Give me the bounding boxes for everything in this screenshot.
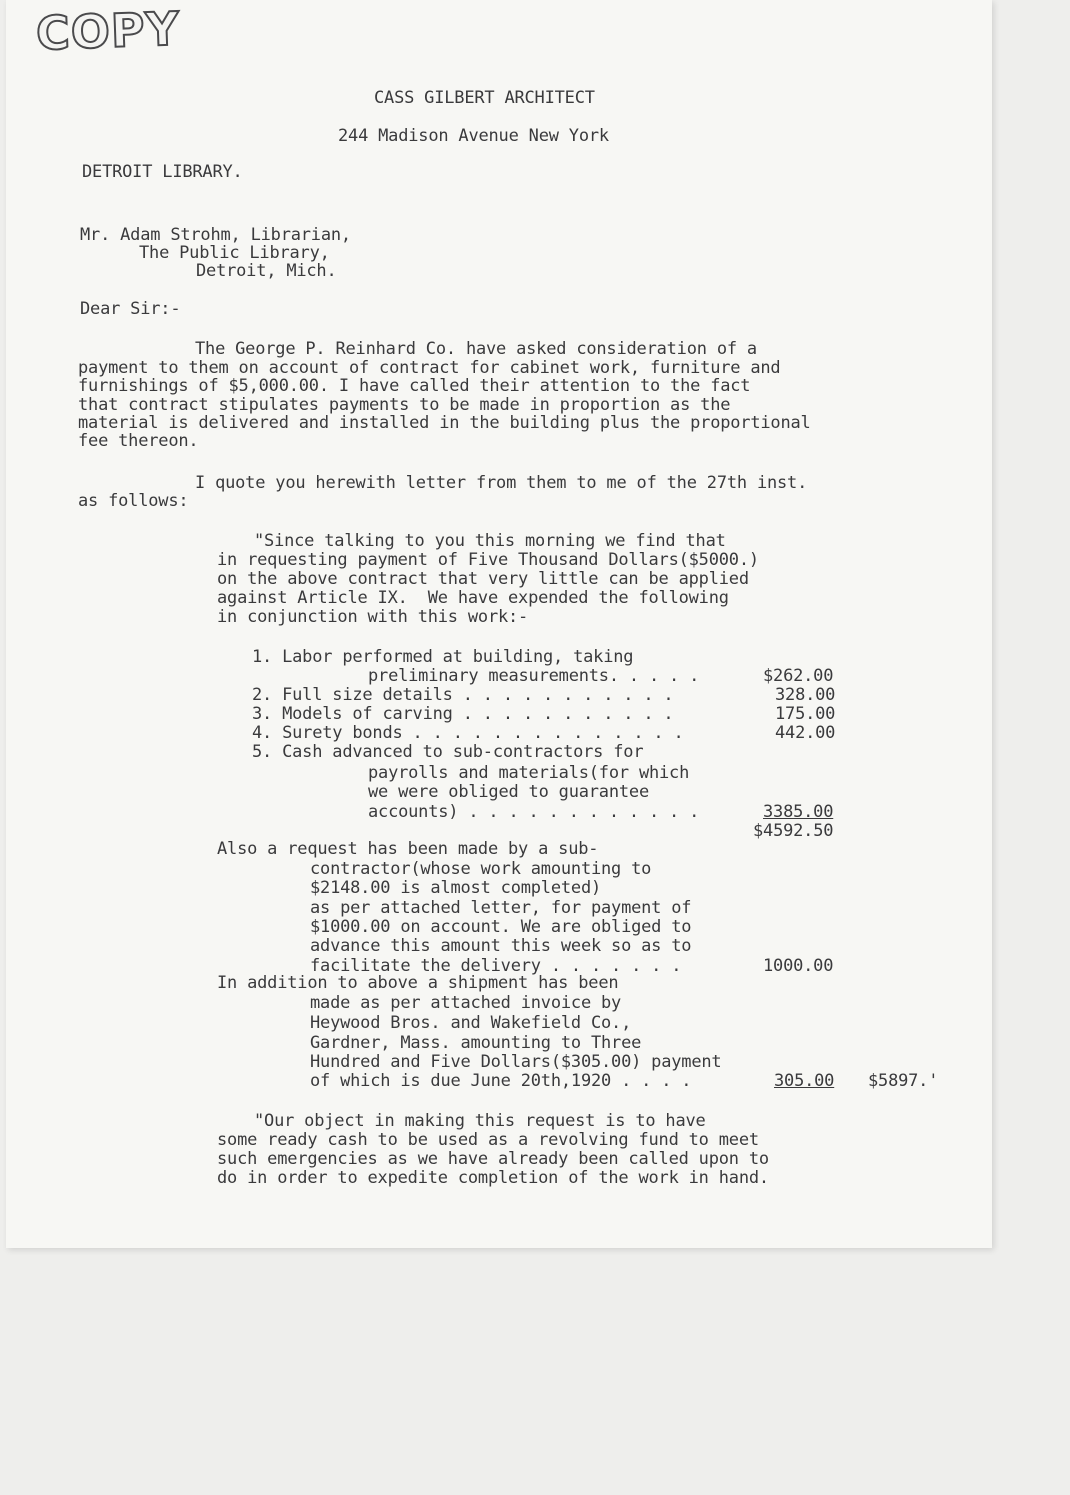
- letterhead-firm: CASS GILBERT ARCHITECT: [374, 88, 595, 108]
- expense-amount: 3385.00: [763, 802, 834, 822]
- text-line: "Our object in making this request is to have: [254, 1111, 706, 1131]
- expense-item: we were obliged to guarantee: [368, 782, 649, 802]
- expense-item: payrolls and materials(for which: [368, 763, 690, 783]
- text-line: as per attached letter, for payment of: [310, 898, 692, 918]
- expense-subtotal: $4592.50: [753, 821, 834, 841]
- text-line: as follows:: [78, 491, 189, 511]
- subject-line: DETROIT LIBRARY.: [82, 162, 243, 182]
- text-line: Heywood Bros. and Wakefield Co.,: [310, 1013, 632, 1033]
- text-line: fee thereon.: [78, 431, 199, 451]
- document-page: [6, 0, 992, 1248]
- expense-item: 2. Full size details . . . . . . . . . . .: [252, 685, 674, 705]
- recipient-line: The Public Library,: [139, 243, 330, 263]
- copy-stamp: COPY: [35, 1, 181, 61]
- text-line: $2148.00 is almost completed): [310, 878, 602, 898]
- recipient-line: Mr. Adam Strohm, Librarian,: [80, 225, 351, 245]
- text-line: furnishings of $5,000.00. I have called their attention to the fact: [78, 376, 751, 396]
- expense-item: accounts) . . . . . . . . . . . .: [368, 802, 700, 822]
- text-line: that contract stipulates payments to be made in proportion as the: [78, 395, 731, 415]
- text-line: $1000.00 on account. We are obliged to: [310, 917, 692, 937]
- text-line: in conjunction with this work:-: [217, 607, 529, 627]
- text-line: Gardner, Mass. amounting to Three: [310, 1033, 642, 1053]
- text-line: do in order to expedite completion of the work in hand.: [217, 1168, 769, 1188]
- text-line: in requesting payment of Five Thousand Dollars($5000.): [217, 550, 759, 570]
- expense-amount: 328.00: [775, 685, 836, 705]
- expense-item: 4. Surety bonds . . . . . . . . . . . . . .: [252, 723, 684, 743]
- text-line: facilitate the delivery . . . . . . .: [310, 956, 682, 976]
- text-line: made as per attached invoice by: [310, 993, 622, 1013]
- text-line: on the above contract that very little can be applied: [217, 569, 749, 589]
- text-line: against Article IX. We have expended the following: [217, 588, 729, 608]
- text-line: some ready cash to be used as a revolving fund to meet: [217, 1130, 759, 1150]
- grand-total: $5897.': [868, 1071, 939, 1091]
- expense-amount: 175.00: [775, 704, 836, 724]
- expense-amount: 1000.00: [763, 956, 834, 976]
- expense-item: 1. Labor performed at building, taking: [252, 647, 634, 667]
- expense-amount: 305.00: [774, 1071, 835, 1091]
- text-line: material is delivered and installed in the building plus the proportional: [78, 413, 811, 433]
- recipient-line: Detroit, Mich.: [196, 261, 337, 281]
- text-line: "Since talking to you this morning we find that: [254, 531, 726, 551]
- expense-item: 5. Cash advanced to sub-contractors for: [252, 742, 644, 762]
- text-line: Also a request has been made by a sub-: [217, 839, 599, 859]
- text-line: In addition to above a shipment has been: [217, 973, 619, 993]
- text-line: I quote you herewith letter from them to me of the 27th inst.: [195, 473, 808, 493]
- text-line: Hundred and Five Dollars($305.00) payment: [310, 1052, 722, 1072]
- expense-item: preliminary measurements. . . . .: [368, 666, 700, 686]
- expense-item: 3. Models of carving . . . . . . . . . . .: [252, 704, 674, 724]
- expense-amount: $262.00: [763, 666, 834, 686]
- expense-amount: 442.00: [775, 723, 836, 743]
- text-line: payment to them on account of contract for cabinet work, furniture and: [78, 358, 781, 378]
- text-line: contractor(whose work amounting to: [310, 859, 652, 879]
- text-line: such emergencies as we have already been called upon to: [217, 1149, 769, 1169]
- text-line: The George P. Reinhard Co. have asked consideration of a: [195, 339, 757, 359]
- text-line: advance this amount this week so as to: [310, 936, 692, 956]
- letterhead-address: 244 Madison Avenue New York: [338, 126, 609, 146]
- salutation: Dear Sir:-: [80, 299, 181, 319]
- text-line: of which is due June 20th,1920 . . . .: [310, 1071, 692, 1091]
